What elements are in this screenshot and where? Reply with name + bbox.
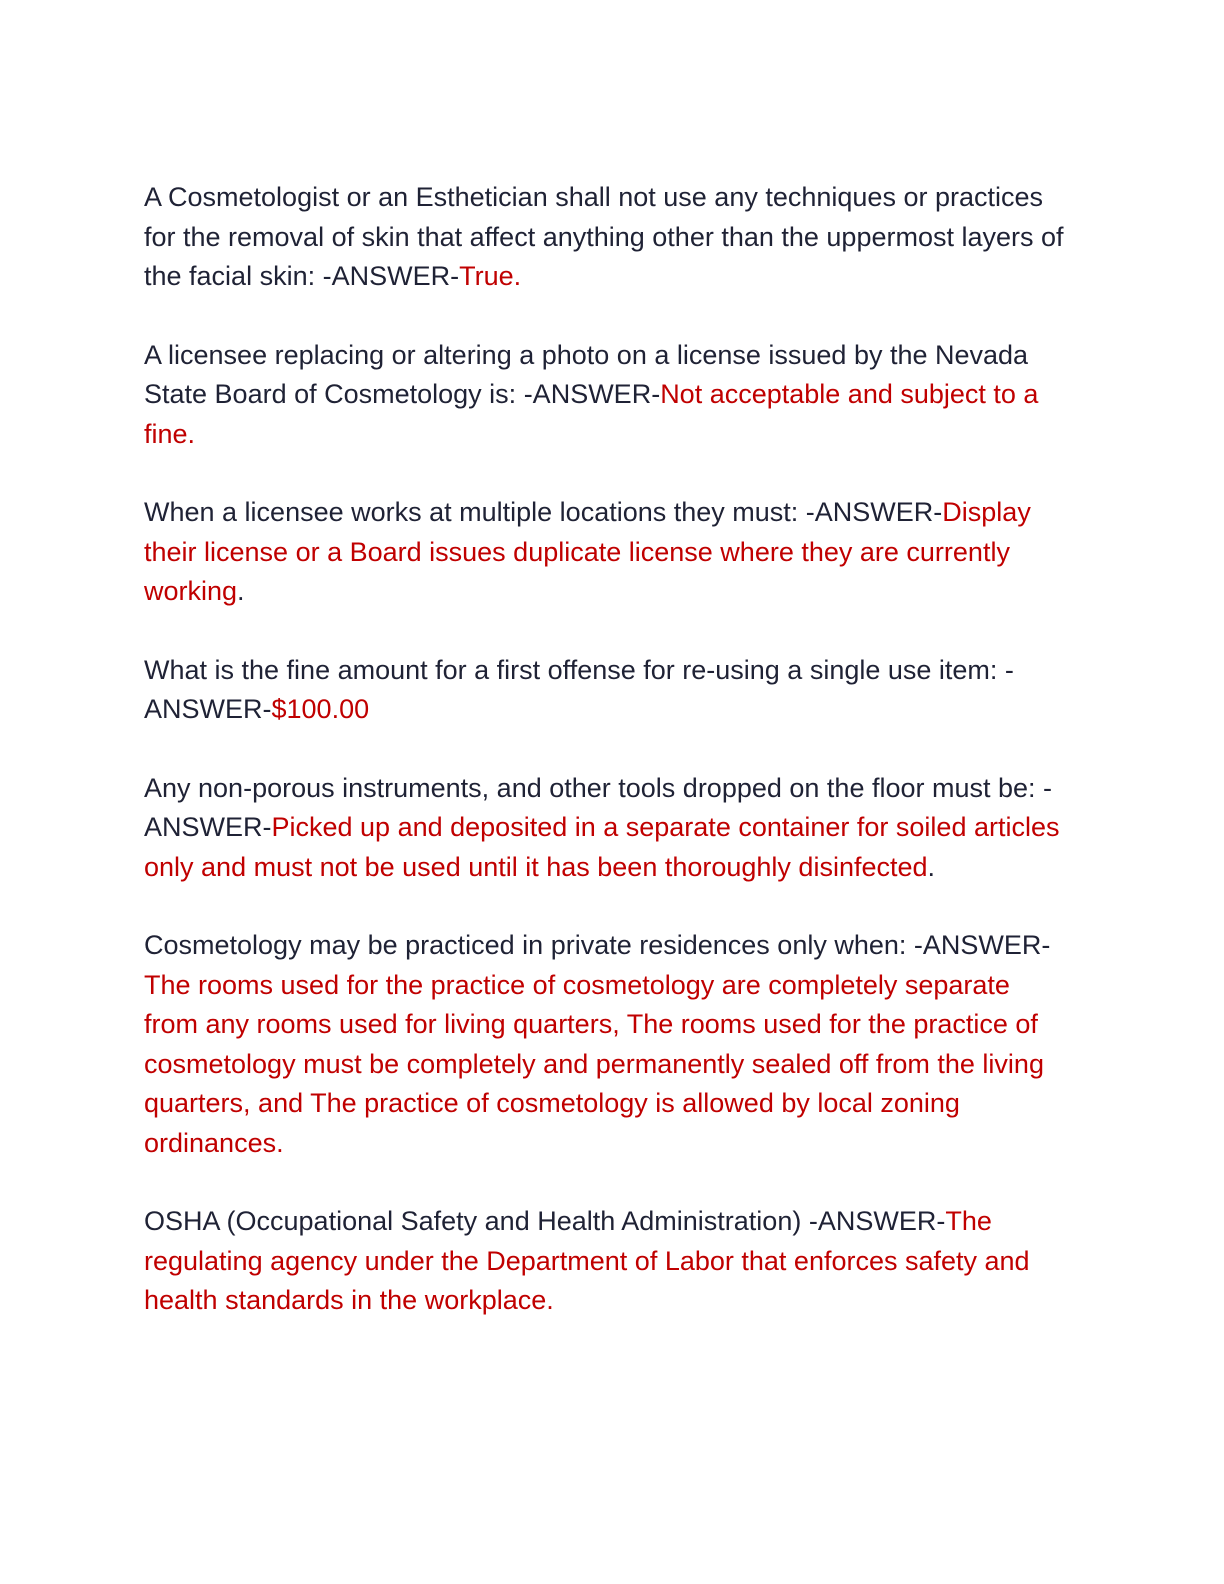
question-text: A licensee replacing or altering a photo on a license issued by the Nevada State Board of Cosmetology is:: [144, 339, 1029, 409]
question-text: Cosmetology may be practiced in private residences only when:: [144, 930, 907, 960]
qa-item: [144, 926, 1064, 1163]
answer-text: Picked up and deposited in a separate container for soiled articles only and must not be used until it has been thoroughly disinfected: [144, 812, 1060, 882]
answer-separator: -ANSWER-: [906, 930, 1051, 960]
answer-separator: -ANSWER-: [315, 261, 460, 291]
answer-tail: .: [927, 851, 936, 882]
answer-text: The regulating agency under the Department of Labor that enforces safety and health standards in the workplace.: [144, 1206, 1030, 1315]
answer-text: $100.00: [271, 694, 370, 724]
qa-item: [144, 651, 1064, 730]
qa-item: [144, 769, 1064, 888]
question-text: What is the fine amount for a first offense for re-using a single use item:: [144, 654, 998, 685]
answer-text: Not acceptable and subject to a fine.: [144, 379, 1039, 449]
question-text: Any non-porous instruments, and other tools dropped on the floor must be:: [144, 772, 1036, 803]
document-page: [144, 178, 1064, 1360]
answer-separator: -ANSWER-: [516, 379, 661, 409]
qa-item: [144, 336, 1064, 455]
qa-item: [144, 493, 1064, 612]
question-text: When a licensee works at multiple locations they must:: [144, 497, 799, 527]
qa-item: [144, 1202, 1064, 1321]
answer-separator: -ANSWER-: [144, 654, 1014, 724]
answer-separator: -ANSWER-: [144, 772, 1053, 842]
answer-separator: -ANSWER-: [798, 497, 943, 527]
answer-text: The rooms used for the practice of cosmetology are completely separate from any rooms used for living quarters, The rooms used for the practice of cosmetology must be completely and permanently sealed off from the living quarters, and The practice of cosmetology is allowed by local zoning ordinances.: [144, 969, 1044, 1158]
qa-item: [144, 178, 1064, 297]
answer-text: True.: [459, 261, 522, 291]
answer-separator: -ANSWER-: [801, 1206, 946, 1236]
question-text: A Cosmetologist or an Esthetician shall not use any techniques or practices for the removal of skin that affect anything other than the uppermost layers of the facial skin:: [144, 182, 1064, 291]
answer-tail: .: [237, 576, 245, 606]
question-text: OSHA (Occupational Safety and Health Administration): [144, 1206, 802, 1236]
answer-text: Display their license or a Board issues duplicate license where they are currently working: [144, 497, 1031, 606]
